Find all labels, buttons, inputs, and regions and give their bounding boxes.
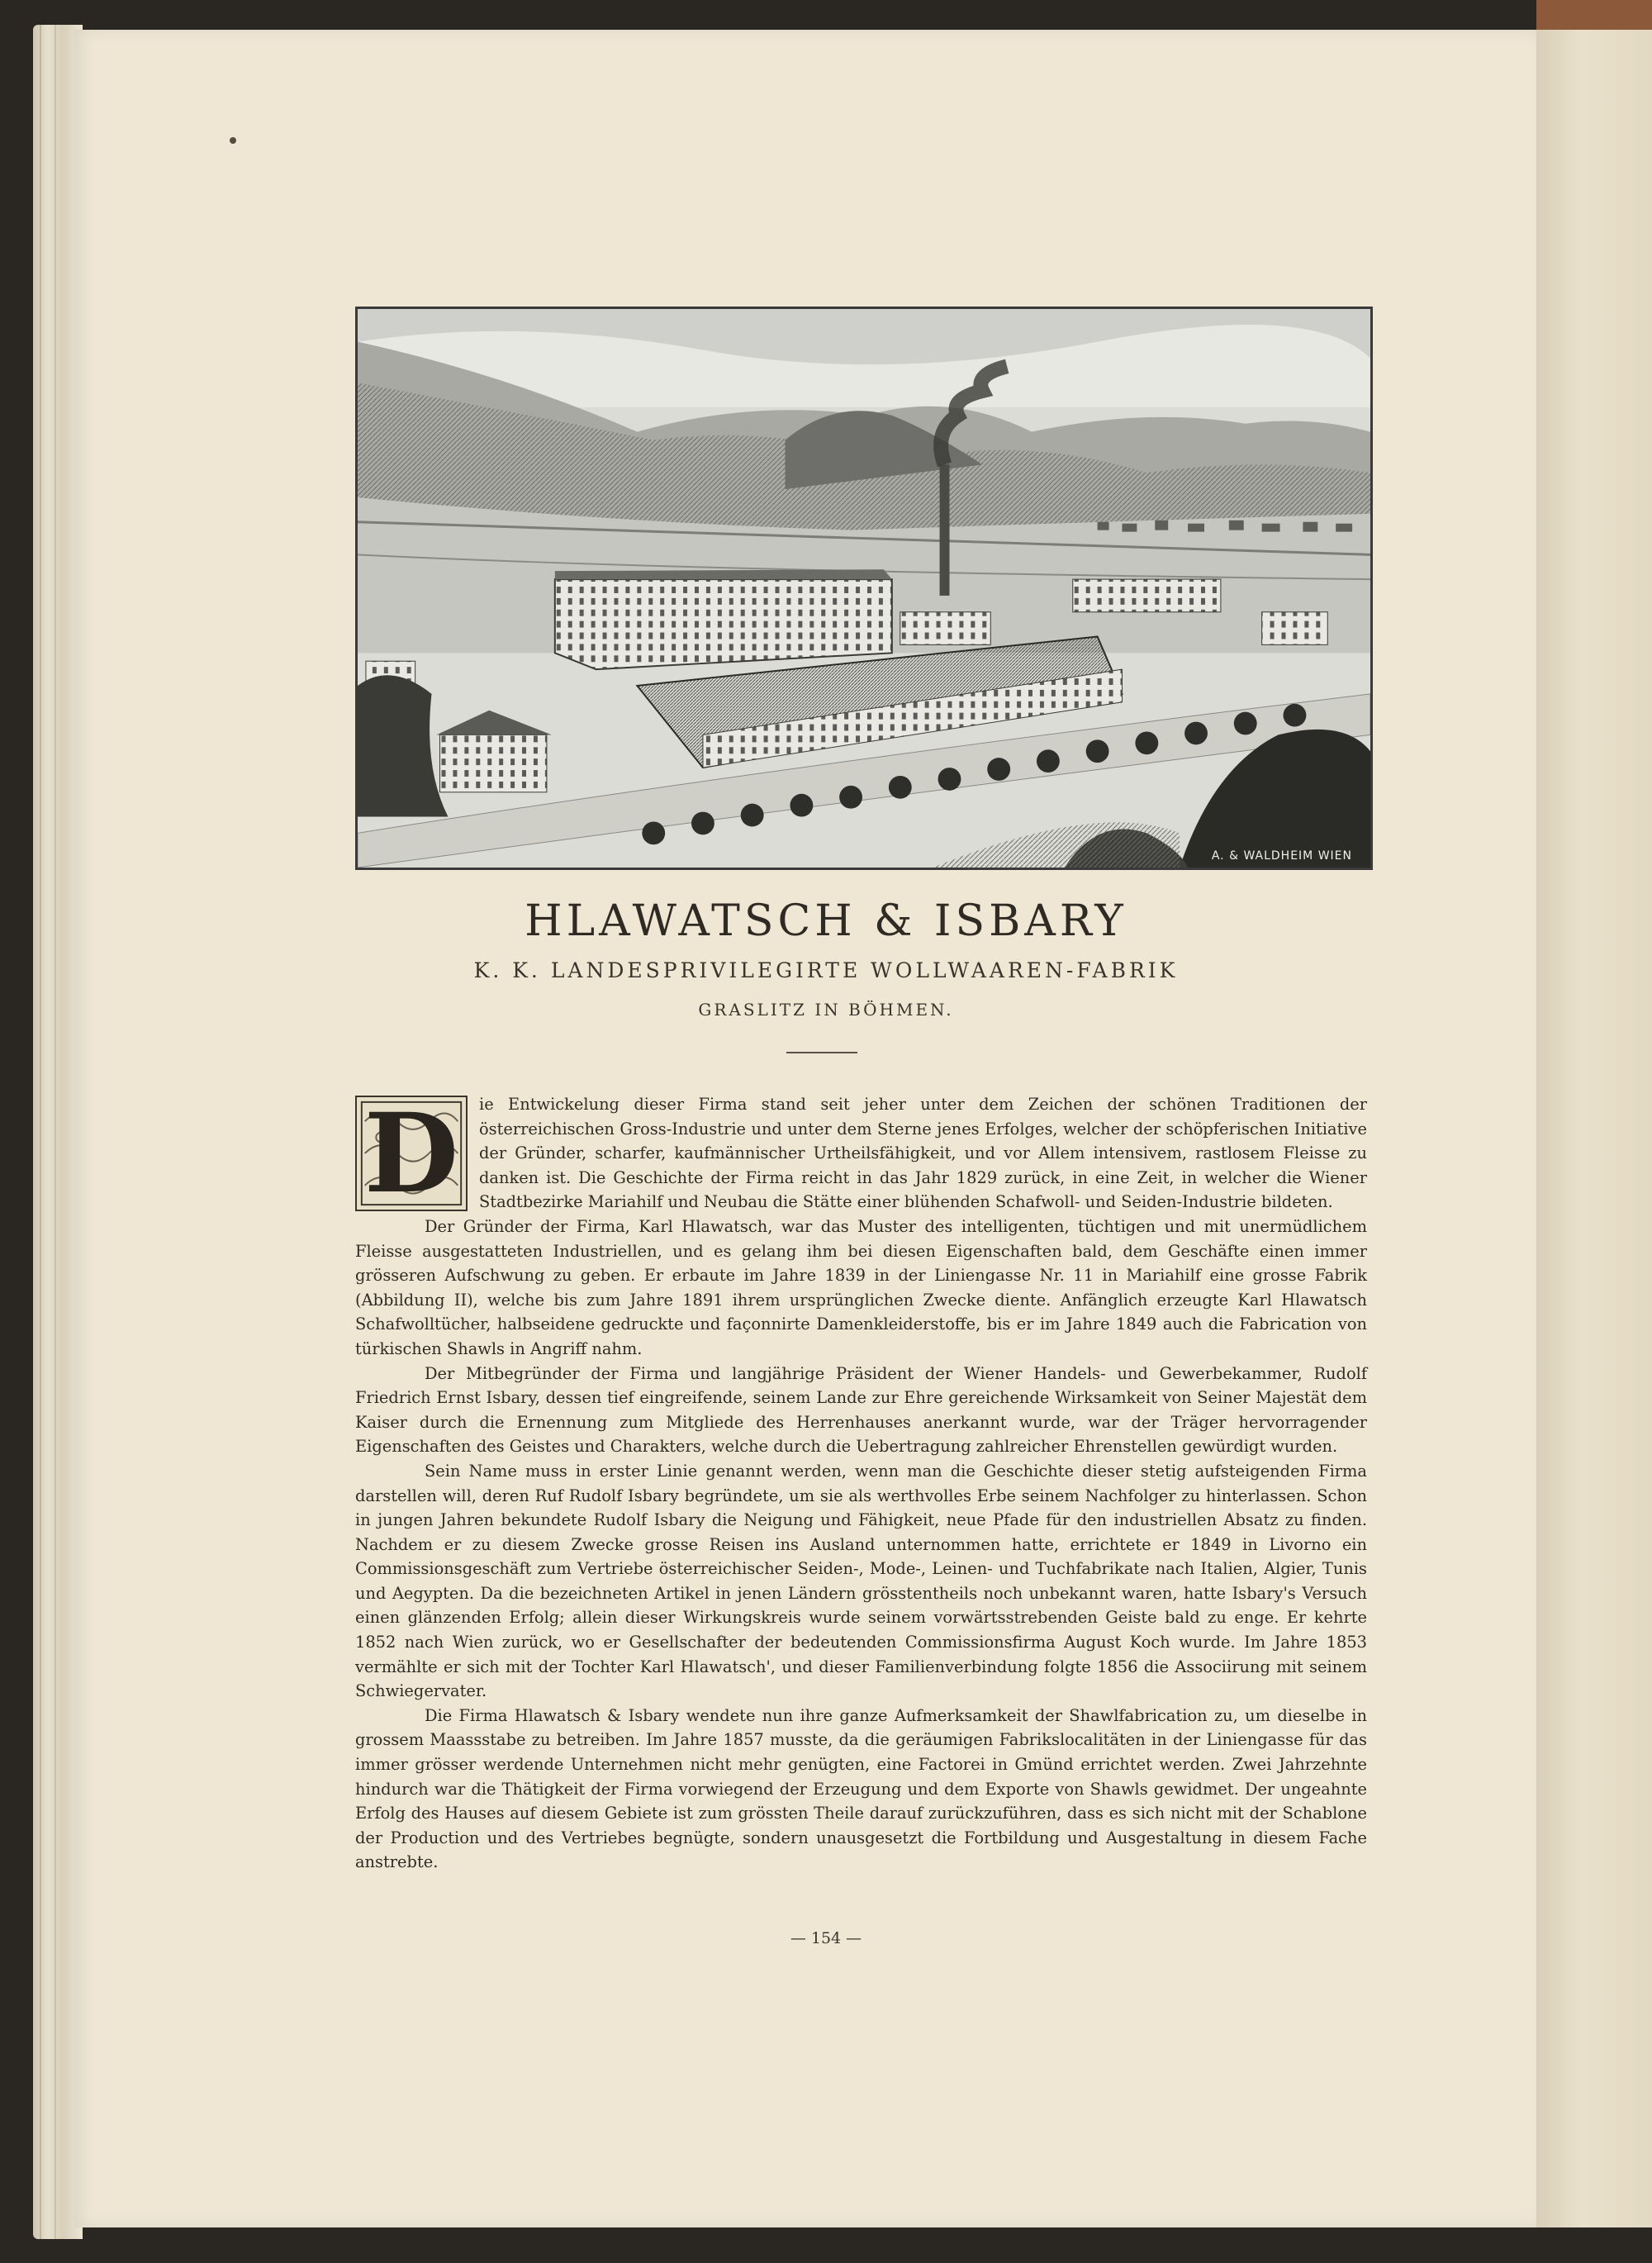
paragraph: Sein Name muss in erster Linie genannt werden, wenn man die Geschichte dieser stetig aufsteigenden Firma darstellen will, deren Ruf Rudolf Isbary begründete, um sie als werthvolles Erbe seinem Nachfolger zu hinterlassen. Schon in jungen Jahren bekundete Rudolf Isbary die Neigung und Fähigkeit, neue Pfade für den industriellen Absatz zu finden. Nachdem er zu diesem Zwecke grosse Reisen ins Ausland unternommen hatte, errichtete er 1849 in Livorno ein Commissionsgeschäft zum Vertriebe österreichischer Seiden-, Mode-, Leinen- und Tuchfabrikate nach Italien, Algier, Tunis und Aegypten. Da die bezeichneten Artikel in jenen Ländern grösstentheils noch unbekannt waren, hatte Isbary's Versuch einen glänzenden Erfolg; allein dieser Wirkungskreis wurde seinem vorwärtsstrebenden Geiste bald zu enge. Er kehrte 1852 nach Wien zurück, wo er Gesellschafter der bedeutenden Commissionsfirma August Koch wurde. Im Jahre 1853 vermählte er sich mit der Tochter Karl Hlawatsch', und dieser Familienverbindung folgte 1856 die Associirung mit seinem Schwiegervater. <box>355 1461 1367 1701</box>
page-number: — 154 — <box>790 1929 862 1947</box>
engraver-credit: A. & WALDHEIM WIEN <box>1211 849 1352 863</box>
paragraph: ie Entwickelung dieser Firma stand seit jeher unter dem Zeichen der schönen Traditionen der österreichischen Gross-Industrie und unter dem Sterne jenes Erfolges, welcher der schöpferischen Initiative der Gründer, scharfer, kaufmännischer Urtheilsfähigkeit, und vor Allem intensivem, rastlosem Fleisse zu danken ist. Die Geschichte der Firma reicht in das Jahr 1829 zurück, in eine Zeit, in welcher die Wiener Stadtbezirke Mariahilf und Neubau die Stätte einer blühenden Schafwoll- und Seiden-Industrie bildeten. <box>479 1095 1367 1212</box>
paragraph: Die Firma Hlawatsch & Isbary wendete nun ihre ganze Aufmerksamkeit der Shawlfabrication zu, um dieselbe in grossem Maassstabe zu betreiben. Im Jahre 1857 musste, da die geräumigen Fabrikslocalitäten in der Liniengasse für das immer grösser werdende Unternehmen nicht mehr genügten, eine Factorei in Gmünd errichtet werden. Zwei Jahrzehnte hindurch war die Thätigkeit der Firma vorwiegend der Erzeugung und dem Exporte von Shawls gewidmet. Der ungeahnte Erfolg des Hauses auf diesem Gebiete ist zum grössten Theile darauf zurückzuführen, dass es sich nicht mit der Schablone der Production und des Vertriebes begnügte, sondern unausgesetzt die Fortbildung und Ausgestaltung in diesem Fache anstrebte. <box>355 1705 1367 1872</box>
factory-landscape-illustration <box>358 309 1370 868</box>
drop-cap-letter: D <box>363 1090 459 1218</box>
paragraph: Der Gründer der Firma, Karl Hlawatsch, war das Muster des intelligenten, tüchtigen und mit unermüdlichem Fleisse ausgestatteten Industriellen, und es gelang ihm bei diesen Eigenschaften bald, dem Geschäfte einen immer grösseren Aufschwung zu geben. Er erbaute im Jahre 1839 in der Liniengasse Nr. 11 in Mariahilf eine grosse Fabrik (Abbildung II), welche bis zum Jahre 1891 ihrem ursprünglichen Zwecke diente. Anfänglich erzeugte Karl Hlawatsch Schafwolltücher, halbseidene gedruckte und façonnirte Damenkleiderstoffe, bis er im Jahre 1849 auch die Fabrication von türkischen Shawls in Angriff nahm. <box>355 1216 1367 1358</box>
facing-page-edge <box>1536 30 1652 2227</box>
paragraph: Der Mitbegründer der Firma und langjährige Präsident der Wiener Handels- und Gewerbekammer, Rudolf Friedrich Ernst Isbary, dessen tief eingreifende, seinem Lande zur Ehre gereichende Wirksamkeit von Seiner Majestät dem Kaiser durch die Ernennung zum Mitgliede des Herrenhauses anerkannt wurde, war der Träger hervorragender Eigenschaften des Geistes und Charakters, welche durch die Uebertragung zahlreicher Ehrenstellen gewürdigt wurden. <box>355 1363 1367 1457</box>
article-body <box>355 1092 1367 1875</box>
paper-speck <box>230 137 236 144</box>
factory-engraving <box>355 307 1373 870</box>
page-title: HLAWATSCH & ISBARY <box>525 896 1127 946</box>
page-subtitle: K. K. LANDESPRIVILEGIRTE WOLLWAAREN-FABRIK <box>473 958 1179 982</box>
divider-rule <box>786 1052 857 1053</box>
drop-cap-initial <box>355 1090 468 1218</box>
location-line: GRASLITZ IN BÖHMEN. <box>698 1000 954 1020</box>
